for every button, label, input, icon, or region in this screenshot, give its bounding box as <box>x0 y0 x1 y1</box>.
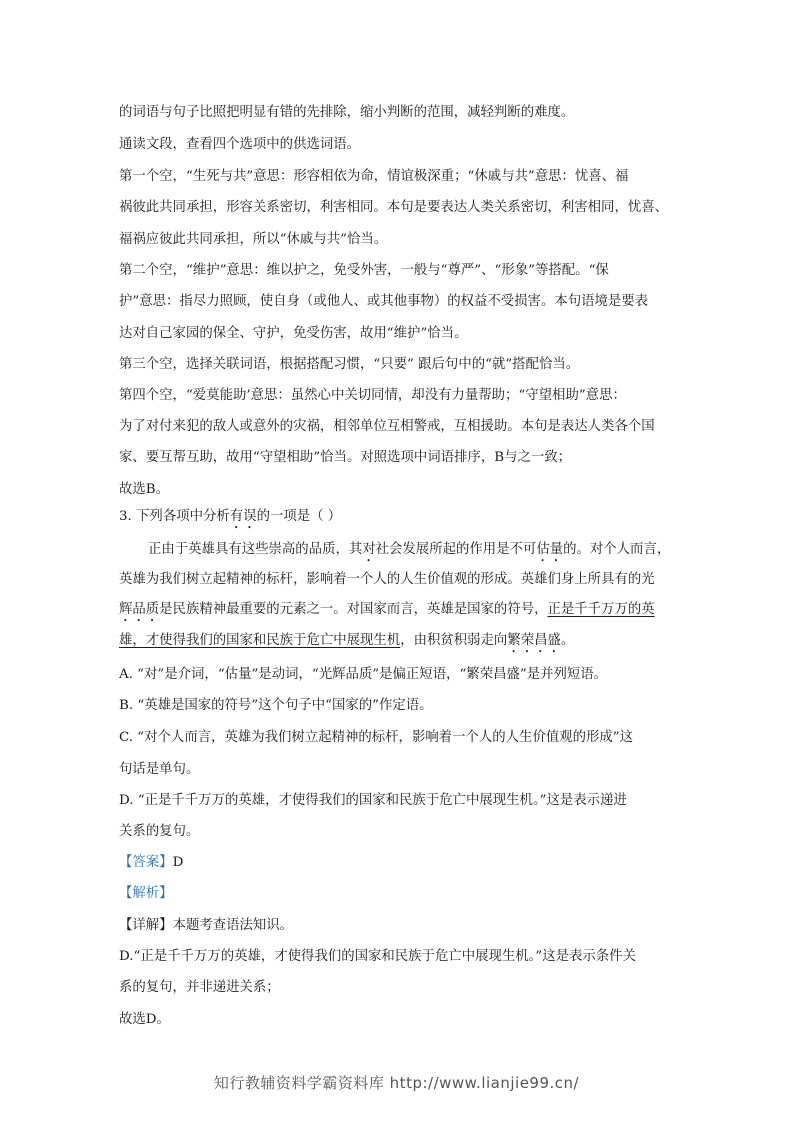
explanation-line: 系的复句，并非递进关系； <box>119 980 280 995</box>
passage-line <box>148 541 670 565</box>
text-line: 的词语与句子比照把明显有错的先排除，缩小判断的范围，减轻判断的难度。 <box>119 105 575 120</box>
answer-tag: 【答案】 <box>119 855 173 870</box>
emphasized-word: 估量 <box>536 542 564 557</box>
stem-text: 3. 下列各项中分析 <box>119 509 230 524</box>
emphasized-word: 辉品质 <box>119 602 160 617</box>
passage-text: 正由于英雄具有这些崇高的品质，其 <box>148 542 363 557</box>
text-line: 家、要互帮互助，故用“守望相助”恰当。对照选项中词语排序，B与之一致； <box>119 450 572 465</box>
option-c-cont: 句话是单句。 <box>119 762 200 777</box>
option-a: A. “对”是介词，“估量”是动词，“光辉品质”是偏正短语，“繁荣昌盛”是并列短语。 <box>119 667 608 682</box>
emphasized-word: 繁荣昌盛 <box>507 633 561 648</box>
option-b: B. “英雄是国家的符号”这个句子中“国家的”作定语。 <box>119 698 433 713</box>
detail-line <box>119 917 293 934</box>
question-stem <box>119 508 341 532</box>
text-line: 第一个空，“生死与共”意思：形容相依为命，情谊极深重；“休戚与共”意思：忧喜、福 <box>119 169 629 184</box>
text-line: 为了对付来犯的敌人或意外的灾祸，相邻单位互相警戒，互相援助。本句是表达人类各个国 <box>119 419 655 434</box>
underlined-sentence: 正是千千万万的英 <box>547 602 655 617</box>
passage-text: 是民族精神最重要的元素之一。对国家而言，英雄是国家的符号， <box>159 602 548 617</box>
analysis-tag: 【解析】 <box>119 886 173 901</box>
text-line: 达对自己家园的保全、守护，免受伤害，故用“维护”恰当。 <box>119 326 468 341</box>
emphasized-word: 有误 <box>229 509 257 524</box>
detail-tag: 【详解】 <box>119 918 173 933</box>
passage-text: ，由积贫积弱走向 <box>400 633 508 648</box>
passage-text: 社会发展所起的作用是不可 <box>375 542 537 557</box>
conclusion-line: 故选D。 <box>119 1012 170 1027</box>
explanation-line: D.“正是千千万万的英雄，才使得我们的国家和民族于危亡中展现生机。”这是表示条件关 <box>119 949 636 964</box>
option-d-cont: 关系的复句。 <box>119 824 200 839</box>
underlined-sentence: 雄，才使得我们的国家和民族于危亡中展现生机 <box>119 633 401 648</box>
emphasized-word: 对 <box>362 542 376 557</box>
answer-value: D <box>172 855 184 870</box>
passage-line: 英雄为我们树立起精神的标杆，影响着一个人的人生价值观的形成。英雄们身上所具有的光 <box>119 572 655 587</box>
text-line: 故选B。 <box>119 482 170 497</box>
text-line: 第三个空，选择关联词语，根据搭配习惯，“只要” 跟后句中的“就”搭配恰当。 <box>119 357 580 372</box>
passage-text: 。 <box>560 633 575 648</box>
passage-line <box>119 632 574 656</box>
passage-text: 的。对个人而言， <box>563 542 671 557</box>
answer-line <box>119 854 183 871</box>
text-line: 第四个空，“爱莫能助’意思：虽然心中关切同情，却没有力量帮助；“守望相助”意思： <box>119 388 626 403</box>
text-line: 福祸应彼此共同承担，所以“休戚与共”恰当。 <box>119 232 388 247</box>
text-line: 通读文段，查看四个选项中的供选词语。 <box>119 137 361 152</box>
text-line: 第二个空，“维护”意思：维以护之，免受外害，一般与“尊严”、“形象”等搭配。“保 <box>119 263 609 278</box>
option-c: C. “对个人而言，英雄为我们树立起精神的标杆，影响着一个人的人生价值观的形成”这 <box>119 730 634 745</box>
text-line: 祸彼此共同承担，形容关系密切，利害相同。本句是要表达人类关系密切，利害相同，忧喜、 <box>119 200 669 215</box>
option-d: D. “正是千千万万的英雄，才使得我们的国家和民族于危亡中展现生机。”这是表示递进 <box>119 793 627 808</box>
footer-watermark: 知行教辅资料学霸资料库 http://www.lianjie99.cn/ <box>213 1074 580 1092</box>
stem-text: 的一项是（ ） <box>256 509 342 524</box>
detail-text: 本题考查语法知识。 <box>172 918 294 933</box>
text-line: 护”意思：指尽力照顾，使自身（或他人、或其他事物）的权益不受损害。本句语境是要表 <box>119 294 649 309</box>
passage-line <box>119 601 655 625</box>
analysis-line <box>119 885 173 902</box>
